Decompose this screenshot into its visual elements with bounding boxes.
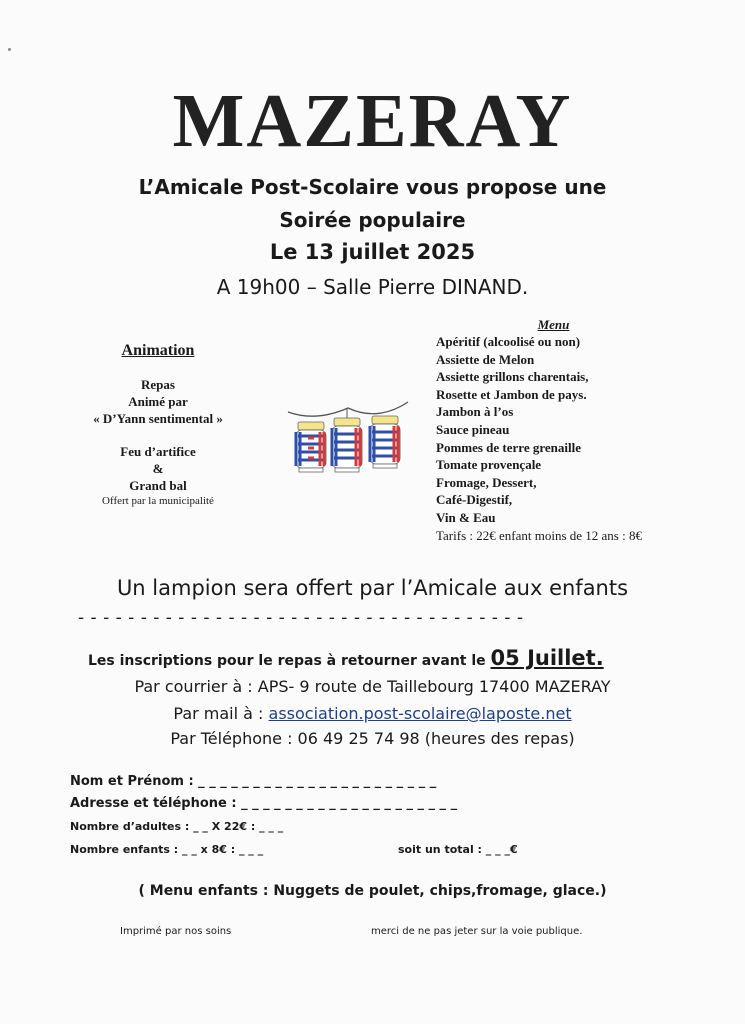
form-children-field[interactable]: Nombre enfants : _ _ x 8€ : _ _ _	[70, 843, 264, 856]
menu-item: Vin & Eau	[436, 509, 496, 525]
footer-litter-note: merci de ne pas jeter sur la voie publique.	[371, 926, 583, 937]
animation-line: Feu d’artifice	[120, 444, 196, 459]
animation-line: &	[152, 461, 164, 476]
intro-line-date: Le 13 juillet 2025	[269, 240, 476, 264]
punch-mark	[8, 48, 11, 51]
registration-mail-address: Par courrier à : APS- 9 route de Taillebourg 17400 MAZERAY	[134, 677, 611, 696]
menu-item: Fromage, Dessert,	[436, 474, 537, 490]
menu-item: Apéritif (alcoolisé ou non)	[436, 334, 581, 349]
menu-item: Café-Digestif,	[436, 492, 513, 508]
registration-intro	[88, 646, 604, 670]
menu-item: Sauce pineau	[436, 421, 510, 437]
menu-item: Assiette grillons charentais,	[436, 369, 589, 385]
menu-item: Assiette de Melon	[436, 351, 535, 367]
menu-heading: Menu	[537, 317, 570, 332]
registration-deadline: 05 Juillet.	[490, 646, 604, 670]
animation-line: « D’Yann sentimental »	[93, 411, 223, 426]
email-label: Par mail à :	[173, 704, 269, 723]
registration-phone: Par Téléphone : 06 49 25 74 98 (heures des repas)	[170, 729, 575, 748]
menu-item: Tomate provençale	[436, 457, 542, 473]
registration-intro-text: Les inscriptions pour le repas à retourner avant le	[88, 653, 486, 669]
form-total-field[interactable]: soit un total : _ _ _€	[398, 843, 518, 856]
intro-line-association: L’Amicale Post-Scolaire vous propose une	[138, 175, 607, 199]
intro-line-venue: A 19h00 – Salle Pierre DINAND.	[216, 275, 529, 299]
separator-line: - - - - - - - - - - - - - - - - - - - - - - - - - - - - - - - - - - - -	[78, 608, 524, 628]
form-adults-field[interactable]: Nombre d’adultes : _ _ X 22€ : _ _ _	[70, 820, 284, 833]
animation-line: Animé par	[128, 394, 188, 409]
menu-section	[436, 317, 696, 545]
registration-email-line	[0, 704, 745, 723]
animation-line: Grand bal	[129, 478, 187, 493]
paper-lanterns-icon	[286, 398, 410, 484]
menu-prices: Tarifs : 22€ enfant moins de 12 ans : 8€	[436, 527, 642, 543]
page-title: MAZERAY	[172, 79, 573, 163]
animation-line: Repas	[141, 377, 175, 392]
form-name-field[interactable]: Nom et Prénom : _ _ _ _ _ _ _ _ _ _ _ _ _ _ _ _ _ _ _ _ _ _	[70, 774, 437, 789]
footer-printed-note: Imprimé par nos soins	[120, 926, 232, 937]
menu-item: Rosette et Jambon de pays.	[436, 386, 587, 402]
intro-line-event: Soirée populaire	[279, 208, 466, 232]
kids-menu: ( Menu enfants : Nuggets de poulet, chips,fromage, glace.)	[138, 883, 607, 899]
menu-item: Pommes de terre grenaille	[436, 439, 581, 455]
email-link[interactable]: association.post-scolaire@laposte.net	[268, 704, 572, 723]
lampion-announcement: Un lampion sera offert par l’Amicale aux enfants	[116, 576, 629, 600]
form-address-field[interactable]: Adresse et téléphone : _ _ _ _ _ _ _ _ _ _ _ _ _ _ _ _ _ _ _ _	[70, 796, 458, 811]
animation-note: Offert par la municipalité	[102, 495, 214, 507]
animation-section	[88, 342, 228, 508]
menu-item: Jambon à l’os	[436, 404, 514, 420]
animation-heading: Animation	[121, 342, 195, 359]
